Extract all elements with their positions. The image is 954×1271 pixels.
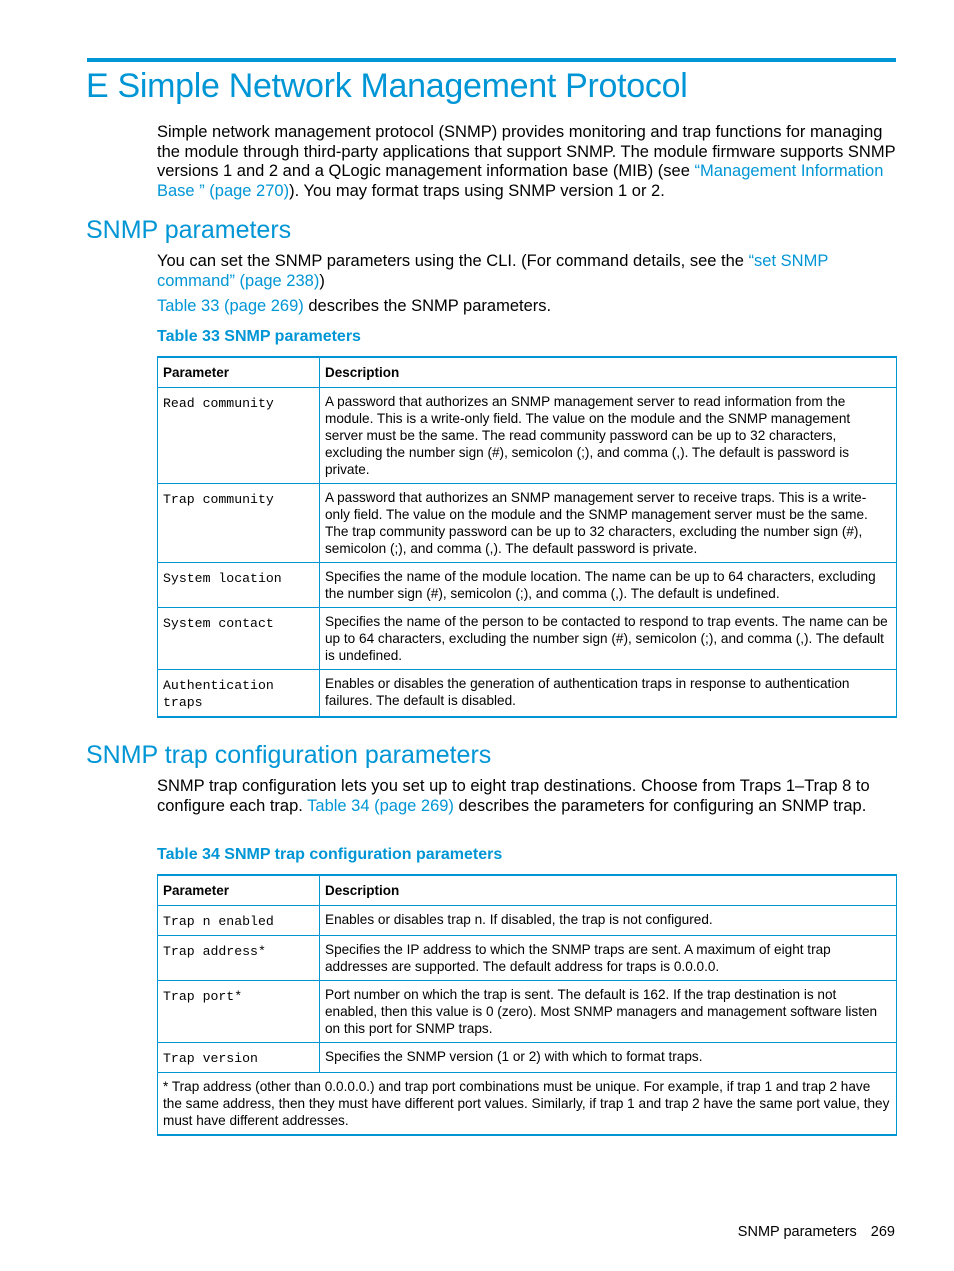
- chapter-title: E Simple Network Management Protocol: [86, 67, 688, 105]
- snmp-trap-heading: SNMP trap configuration parameters: [86, 741, 492, 769]
- table-row: [158, 670, 897, 718]
- table-row: [158, 981, 897, 1043]
- top-rule: [87, 58, 896, 62]
- description-cell: Port number on which the trap is sent. The default is 162. If the trap destination is not enabled, then this value is 0 (zero). Most SNMP managers and management software listen on this port for SNMP traps.: [320, 981, 897, 1043]
- table-34-caption: Table 34 SNMP trap configuration parameters: [157, 846, 503, 863]
- column-header-parameter: Parameter: [158, 875, 320, 906]
- snmp-trap-paragraph: [157, 777, 899, 816]
- mib-link[interactable]: “Management Information Base ” (page 270): [157, 162, 884, 200]
- parameter-cell: Trap port*: [158, 981, 320, 1043]
- parameter-cell: Trap version: [158, 1043, 320, 1073]
- para-text: You can set the SNMP parameters using the CLI. (For command details, see the: [157, 252, 749, 270]
- description-cell: Specifies the SNMP version (1 or 2) with which to format traps.: [320, 1043, 897, 1073]
- description-cell: A password that authorizes an SNMP management server to receive traps. This is a write-only field. The value on the module and the SNMP management server must be the same. The trap community password can be up to 32 characters, excluding the number sign (#), semicolon (;), and comma (,). The default password is private.: [320, 484, 897, 563]
- description-cell: Enables or disables the generation of authentication traps in response to authentication failures. The default is disabled.: [320, 670, 897, 718]
- parameter-cell: Trap n enabled: [158, 906, 320, 936]
- table-footnote-row: [158, 1073, 897, 1136]
- table-34-link[interactable]: Table 34 (page 269): [307, 796, 454, 815]
- description-cell: Specifies the name of the person to be contacted to respond to trap events. The name can be up to 64 characters, excluding the number sign (#), semicolon (;), and comma (,). The default is undefined.: [320, 608, 897, 670]
- parameter-cell: Trap community: [158, 484, 320, 563]
- table-footnote: * Trap address (other than 0.0.0.0.) and trap port combinations must be unique. For example, if trap 1 and trap 2 have the same address, then they must have different port values. Similarly, if trap 1 and trap 2 have the same port value, they must have different addresses.: [158, 1073, 897, 1136]
- snmp-parameters-heading: SNMP parameters: [86, 216, 292, 244]
- footer-section-name: SNMP parameters: [737, 1224, 857, 1240]
- parameter-cell: Authentication traps: [158, 670, 320, 718]
- parameter-cell: System location: [158, 563, 320, 608]
- set-snmp-command-link[interactable]: “set SNMP command” (page 238): [157, 252, 829, 290]
- table-row: [158, 906, 897, 936]
- para-text: describes the SNMP parameters.: [303, 297, 552, 315]
- intro-text-end: ). You may format traps using SNMP version 1 or 2.: [289, 181, 665, 200]
- table-33-caption: Table 33 SNMP parameters: [157, 328, 361, 345]
- table-header-row: [158, 357, 897, 388]
- description-cell: Enables or disables trap n. If disabled, the trap is not configured.: [320, 906, 897, 936]
- para-text: SNMP trap configuration lets you set up to eight trap destinations. Choose from Traps 1–Trap 8 to configure each trap.: [157, 777, 870, 815]
- parameter-cell: System contact: [158, 608, 320, 670]
- table-row: [158, 936, 897, 981]
- parameter-cell: Read community: [158, 388, 320, 484]
- snmp-parameters-paragraph: [157, 252, 899, 291]
- intro-paragraph: [157, 123, 899, 201]
- table-row: [158, 608, 897, 670]
- description-cell: A password that authorizes an SNMP management server to read information from the module. This is a write-only field. The value on the module and the SNMP management server must be the same. The read community password can be up to 32 characters, excluding the number sign (#), semicolon (;), and comma (,). The default is password is private.: [320, 388, 897, 484]
- table-33-reference-paragraph: [157, 297, 899, 317]
- page-footer: [738, 1223, 895, 1241]
- snmp-parameters-table: [157, 356, 897, 718]
- para-text-end: ): [319, 271, 325, 290]
- page-number: 269: [870, 1224, 895, 1240]
- table-row: [158, 484, 897, 563]
- column-header-description: Description: [320, 357, 897, 388]
- description-cell: Specifies the name of the module location. The name can be up to 64 characters, excluding the number sign (#), semicolon (;), and comma (,). The default is undefined.: [320, 563, 897, 608]
- column-header-description: Description: [320, 875, 897, 906]
- table-header-row: [158, 875, 897, 906]
- table-row: [158, 388, 897, 484]
- snmp-trap-table: [157, 874, 897, 1136]
- table-row: [158, 563, 897, 608]
- intro-text: Simple network management protocol (SNMP) provides monitoring and trap functions for managing the module through third-party applications that support SNMP. The module firmware supports SNMP versions 1 and 2 and a QLogic management information base (MIB) (see: [157, 123, 896, 180]
- para-text-end: describes the parameters for configuring an SNMP trap.: [453, 796, 867, 815]
- description-cell: Specifies the IP address to which the SNMP traps are sent. A maximum of eight trap addresses are supported. The default address for traps is 0.0.0.0.: [320, 936, 897, 981]
- column-header-parameter: Parameter: [158, 357, 320, 388]
- table-33-link[interactable]: Table 33 (page 269): [157, 297, 304, 315]
- table-row: [158, 1043, 897, 1073]
- parameter-cell: Trap address*: [158, 936, 320, 981]
